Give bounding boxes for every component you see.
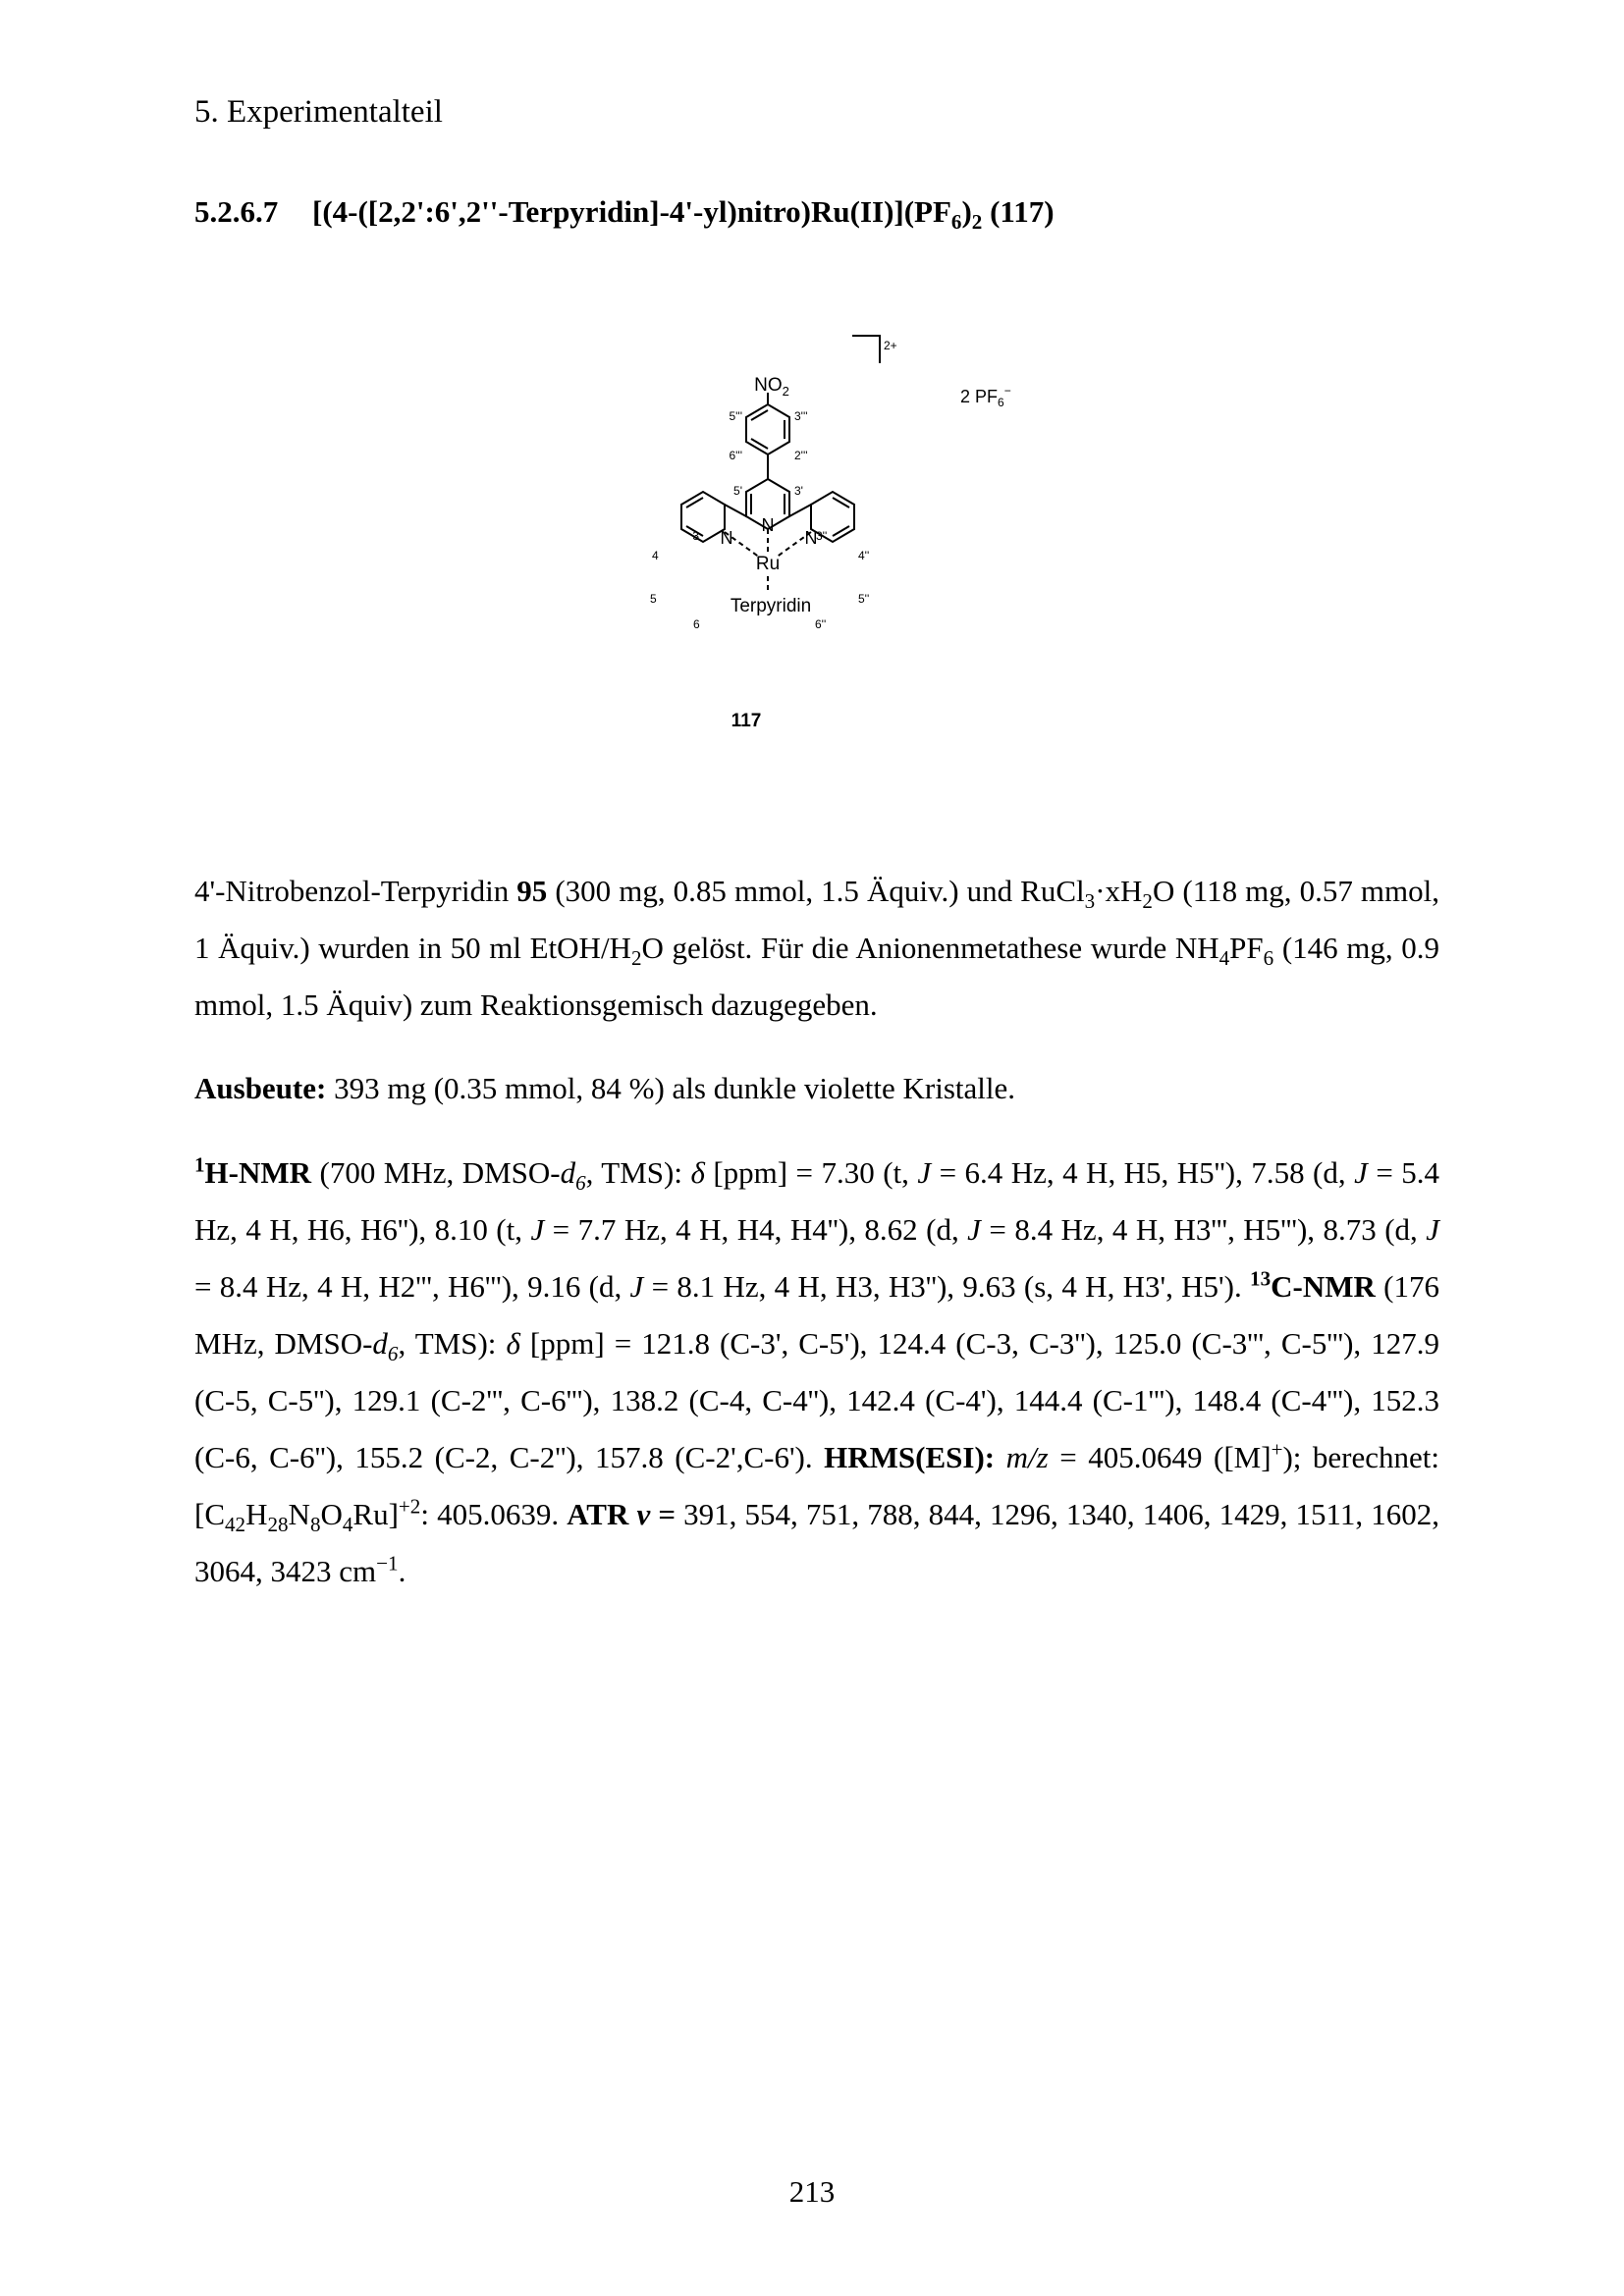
nitrogen-label: N [804, 528, 818, 548]
ruthenium-label: Ru [755, 554, 781, 574]
running-header: 5. Experimentalteil [194, 94, 443, 130]
nitrogen-label: N [761, 515, 775, 535]
nitrogen-label: N [720, 528, 733, 548]
nitro-group-label: $NO_2$ [754, 375, 789, 399]
page-number: 213 [788, 2174, 836, 2209]
charge-label: 2+ [884, 339, 897, 352]
position-label: 6''' [729, 449, 742, 462]
counterion-label: 2 $PF_6^-$ [960, 384, 1011, 409]
position-label: 3 [692, 529, 699, 543]
position-label: 4 [652, 549, 659, 562]
section-title: $[(4-([2,2':6',2''-Terpyridin]-4'-yl)nitro)Ru(II)](PF_6)_2$ (117) [312, 194, 1055, 235]
position-label: 4'' [858, 549, 870, 562]
position-label: 5 [650, 592, 657, 606]
position-label: 3' [794, 484, 803, 498]
position-label: 2''' [794, 449, 808, 462]
section-heading [194, 194, 1055, 235]
position-label: 5''' [729, 409, 742, 423]
section-number: 5.2.6.7 [194, 194, 279, 229]
left-pyridine-ring [681, 492, 725, 542]
yield-paragraph [194, 1060, 1439, 1117]
yield-label: Ausbeute: [194, 1071, 327, 1105]
phenyl-ring [746, 404, 789, 454]
position-label: 5'' [858, 592, 870, 606]
structure-diagram [550, 314, 1100, 746]
synthesis-paragraph: 4'-Nitrobenzol-Terpyridin 95 (300 mg, 0.85 mmol, 1.5 Äquiv.) und $RuCl_3\cdot xH_2O$ (118 mg, 0.57 mmol, 1 Äquiv.) wurden in 50 ml EtOH/$H_2O$ gelöst. Für die Anionenmetathese wurde $NH_4PF_6$ (146 mg, 0.9 mmol, 1.5 Äquiv) zum Reaktionsgemisch dazugegeben. [194, 874, 1439, 1022]
analytics-paragraph: $^1$H-NMR (700 MHz, DMSO-$d_6$, TMS): δ [ppm] = 7.30 (t, J = 6.4 Hz, 4 H, H5, H5''), 7.58 (d, J = 5.4 Hz, 4 H, H6, H6''), 8.10 (t, J = 7.7 Hz, 4 H, H4, H4''), 8.62 (d, J = 8.4 Hz, 4 H, H3''', H5'''), 8.73 (d, J = 8.4 Hz, 4 H, H2''', H6'''), 9.16 (d, J = 8.1 Hz, 4 H, H3, H3''), 9.63 (s, 4 H, H3', H5'). $^{13}$C-NMR (176 MHz, DMSO-$d_6$, TMS): δ [ppm] = 121.8 (C-3', C-5'), 124.4 (C-3, C-3''), 125.0 (C-3''', C-5'''), 127.9 (C-5, C-5''), 129.1 (C-2''', C-6'''), 138.2 (C-4, C-4''), 142.4 (C-4'), 144.4 (C-1'''), 148.4 (C-4'''), 152.3 (C-6, C-6''), 155.2 (C-2, C-2''), 157.8 (C-2',C-6'). HRMS(ESI): m/z = 405.0649 ([M]+); berechnet: $[C_{42}H_{28}N_8O_4Ru]^{+2}$: 405.0639. ATR ν = 391, 554, 751, 788, 844, 1296, 1340, 1406, 1429, 1511, 1602, 3064, 3423 $cm^{-1}$. [194, 1152, 1440, 1588]
compound-number: 117 [731, 711, 762, 731]
position-label: 3''' [794, 409, 808, 423]
position-label: 5' [733, 484, 742, 498]
terpyridine-ligand-label: Terpyridin [730, 596, 812, 616]
yield-text: 393 mg (0.35 mmol, 84 %) als dunkle violette Kristalle. [334, 1071, 1016, 1105]
position-label: 3'' [816, 529, 828, 543]
position-label: 6 [693, 617, 700, 631]
position-label: 6'' [815, 617, 827, 631]
